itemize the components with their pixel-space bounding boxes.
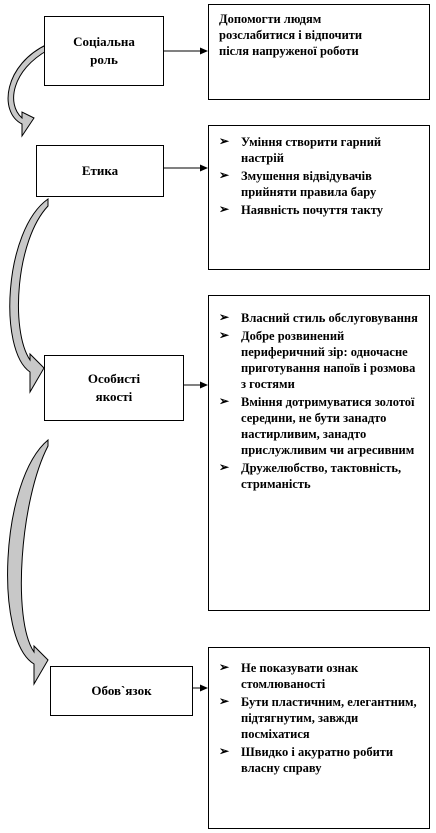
straight-arrow-row-3 bbox=[184, 382, 208, 389]
detail-ethics bbox=[208, 125, 430, 270]
list-item: ➢ Швидко і акуратно робити власну справу bbox=[219, 744, 394, 775]
arrow-bullet-icon: ➢ bbox=[219, 328, 230, 342]
straight-arrow-row-4 bbox=[193, 685, 208, 692]
list-item: ➢ Дружелюбство, тактовність, стриманість bbox=[219, 460, 402, 491]
node-label-line: Соціальна bbox=[73, 34, 135, 50]
arrow-bullet-icon: ➢ bbox=[219, 660, 230, 674]
detail-text-line: після напруженої роботи bbox=[219, 44, 359, 58]
curved-arrow-3-to-4 bbox=[8, 440, 48, 684]
arrow-bullet-icon: ➢ bbox=[219, 134, 230, 148]
straight-arrow-row-2 bbox=[164, 165, 208, 172]
node-ethics bbox=[36, 145, 164, 197]
list-item: ➢ Уміння створити гарний настрій bbox=[219, 134, 382, 165]
arrow-bullet-icon: ➢ bbox=[219, 310, 230, 324]
node-personal-qualities bbox=[44, 355, 184, 421]
detail-text-line: Допомогти людям bbox=[219, 12, 322, 26]
node-label-line: роль bbox=[90, 52, 118, 67]
list-item: ➢ Змушення відвідувачів прийняти правила бару bbox=[219, 168, 377, 199]
node-label-line: Етика bbox=[81, 163, 119, 179]
detail-personal-qualities bbox=[208, 295, 430, 611]
node-social-role bbox=[44, 16, 164, 86]
curved-arrow-2-to-3 bbox=[10, 199, 48, 392]
list-item: ➢ Власний стиль обслуговування bbox=[219, 310, 418, 325]
list-item: ➢ Бути пластичним, елегантним, підтягнутим, завжди посміхатися bbox=[219, 694, 417, 741]
arrow-bullet-icon: ➢ bbox=[219, 202, 230, 216]
arrow-bullet-icon: ➢ bbox=[219, 168, 230, 182]
list-item: ➢ Не показувати ознак стомлюваності bbox=[219, 660, 359, 691]
node-label-line: Особисті bbox=[87, 371, 141, 387]
straight-arrow-row-1 bbox=[164, 48, 208, 55]
list-item: ➢ Наявність почуття такту bbox=[219, 202, 383, 217]
list-item: ➢ Добре розвинений периферичний зір: одночасне приготування напоїв і розмова з гостями bbox=[219, 328, 416, 391]
node-label-line: Обов`язок bbox=[91, 683, 152, 699]
arrow-bullet-icon: ➢ bbox=[219, 394, 230, 408]
node-duty bbox=[50, 666, 193, 716]
detail-text-line: розслабитися і відпочити bbox=[219, 28, 363, 42]
arrow-bullet-icon: ➢ bbox=[219, 744, 230, 758]
arrow-bullet-icon: ➢ bbox=[219, 460, 230, 474]
node-label-line: якості bbox=[95, 389, 133, 404]
arrow-bullet-icon: ➢ bbox=[219, 694, 230, 708]
list-item: ➢ Вміння дотримуватися золотої середини, не бути занадто настирливим, занадто прислужливим чи агресивним bbox=[219, 394, 415, 457]
detail-duty bbox=[208, 647, 430, 829]
detail-social-role bbox=[208, 4, 430, 100]
curved-arrow-1-to-2 bbox=[8, 44, 48, 136]
